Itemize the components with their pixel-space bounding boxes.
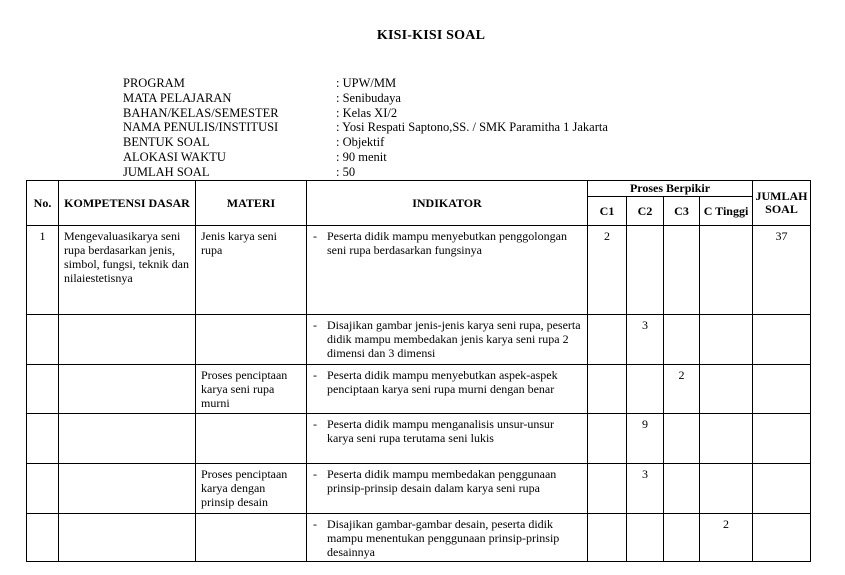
c2-cell: 3 — [642, 467, 648, 481]
c-tinggi-cell: 2 — [723, 517, 729, 531]
indikator-cell: Peserta didik mampu menyebutkan aspek-aspek penciptaan karya seni rupa murni dengan benar — [327, 368, 558, 396]
materi-cell: Proses penciptaan karya dengan prinsip desain — [201, 467, 288, 509]
meta-value: : UPW/MM — [336, 76, 397, 90]
row-number — [27, 315, 58, 318]
header-c2: C2 — [627, 197, 664, 226]
header-c3: C3 — [664, 197, 700, 226]
c2-cell — [627, 365, 663, 368]
meta-row-mata-pelajaran — [123, 91, 608, 106]
meta-row-jumlah-soal — [123, 165, 608, 180]
kompetensi-dasar-cell — [59, 365, 195, 368]
c-tinggi-cell — [700, 414, 752, 417]
header-proses-berpikir: Proses Berpikir — [588, 181, 753, 197]
kompetensi-dasar-cell — [59, 315, 195, 318]
meta-label: MATA PELAJARAN — [123, 90, 232, 105]
table-row — [27, 365, 811, 414]
meta-label: NAMA PENULIS/INSTITUSI — [123, 120, 279, 135]
indikator-dash: - — [313, 467, 317, 481]
indikator-dash: - — [313, 229, 317, 243]
c-tinggi-cell — [700, 365, 752, 368]
c-tinggi-cell — [700, 226, 752, 229]
row-number — [27, 365, 58, 368]
header-kompetensi-dasar: KOMPETENSI DASAR — [59, 181, 196, 226]
table-row — [27, 226, 811, 315]
c-tinggi-cell — [700, 464, 752, 467]
jumlah-soal-cell — [753, 315, 810, 318]
meta-row-bentuk-soal — [123, 135, 608, 150]
materi-cell — [196, 315, 306, 318]
c2-cell: 3 — [642, 318, 648, 332]
jumlah-soal-cell — [753, 365, 810, 368]
indikator-dash: - — [313, 517, 317, 531]
row-number — [27, 514, 58, 517]
row-number: 1 — [39, 229, 46, 243]
meta-row-program — [123, 76, 608, 91]
meta-value: : 90 menit — [336, 149, 387, 164]
c3-cell — [664, 514, 699, 517]
kompetensi-dasar-cell — [59, 464, 195, 467]
row-number — [27, 414, 58, 417]
indikator-cell: Peserta didik mampu menyebutkan penggolongan seni rupa berdasarkan fungsinya — [327, 229, 567, 257]
c2-cell — [627, 226, 663, 229]
materi-cell: Jenis karya seni rupa — [201, 229, 277, 257]
indikator-dash: - — [313, 318, 317, 332]
meta-label: JUMLAH SOAL — [123, 164, 210, 179]
jumlah-soal-cell — [753, 414, 810, 417]
meta-row-alokasi-waktu — [123, 150, 608, 165]
c1-cell — [588, 464, 626, 467]
table-row — [27, 315, 811, 365]
meta-label: ALOKASI WAKTU — [123, 149, 226, 164]
jumlah-soal-cell — [753, 464, 810, 467]
indikator-dash: - — [313, 417, 317, 431]
header-indikator: INDIKATOR — [307, 181, 588, 226]
jumlah-soal-cell: 37 — [775, 229, 788, 243]
meta-value: : Yosi Respati Saptono,SS. / SMK Paramitha 1 Jakarta — [336, 120, 608, 135]
c1-cell — [588, 315, 626, 318]
header-jumlah-soal: JUMLAH SOAL — [753, 181, 811, 226]
kompetensi-dasar-cell — [59, 514, 195, 517]
c3-cell — [664, 226, 699, 229]
header-c-tinggi: C Tinggi — [700, 197, 753, 226]
c3-cell — [664, 414, 699, 417]
c1-cell — [588, 365, 626, 368]
header-c1: C1 — [588, 197, 627, 226]
header-no: No. — [27, 181, 59, 226]
meta-value: : 50 — [336, 164, 356, 179]
materi-cell: Proses penciptaan karya seni rupa murni — [201, 368, 288, 410]
table-row — [27, 464, 811, 514]
meta-row-penulis — [123, 120, 608, 135]
meta-label: BENTUK SOAL — [123, 135, 210, 150]
header-materi: MATERI — [196, 181, 307, 226]
meta-row-kelas — [123, 106, 608, 121]
c3-cell — [664, 315, 699, 318]
kompetensi-dasar-cell — [59, 414, 195, 417]
c-tinggi-cell — [700, 315, 752, 318]
kompetensi-dasar-cell: Mengevaluasikarya seni rupa berdasarkan jenis, simbol, fungsi, teknik dan nilaiestetisnya — [64, 229, 189, 285]
document-title: KISI-KISI SOAL — [376, 28, 486, 43]
table-row — [27, 514, 811, 562]
c3-cell: 2 — [678, 368, 685, 382]
indikator-cell: Peserta didik mampu membedakan penggunaan prinsip-prinsip desain dalam karya seni rupa — [327, 467, 557, 495]
meta-value: : Senibudaya — [336, 90, 401, 105]
meta-label: PROGRAM — [123, 76, 185, 90]
c3-cell — [664, 464, 699, 467]
meta-value: : Objektif — [336, 135, 385, 150]
c2-cell: 9 — [642, 417, 648, 431]
indikator-dash: - — [313, 368, 317, 382]
table-row — [27, 414, 811, 464]
materi-cell — [196, 514, 306, 517]
jumlah-soal-cell — [753, 514, 810, 517]
indikator-cell: Peserta didik mampu menganalisis unsur-unsur karya seni rupa terutama seni lukis — [327, 417, 555, 445]
kisi-kisi-table — [26, 180, 811, 562]
c1-cell: 2 — [604, 229, 610, 243]
meta-label: BAHAN/KELAS/SEMESTER — [123, 105, 279, 120]
row-number — [27, 464, 58, 467]
c1-cell — [588, 514, 626, 517]
materi-cell — [196, 414, 306, 417]
c2-cell — [627, 514, 663, 517]
c1-cell — [588, 414, 626, 417]
meta-info — [123, 76, 608, 180]
indikator-cell: Disajikan gambar jenis-jenis karya seni rupa, peserta didik mampu membedakan jenis karya seni rupa 2 dimensi dan 3 dimensi — [327, 318, 581, 360]
indikator-cell: Disajikan gambar-gambar desain, peserta didik mampu menentukan penggunaan prinsip-prinsip desainnya — [327, 517, 560, 559]
meta-value: : Kelas XI/2 — [336, 105, 398, 120]
